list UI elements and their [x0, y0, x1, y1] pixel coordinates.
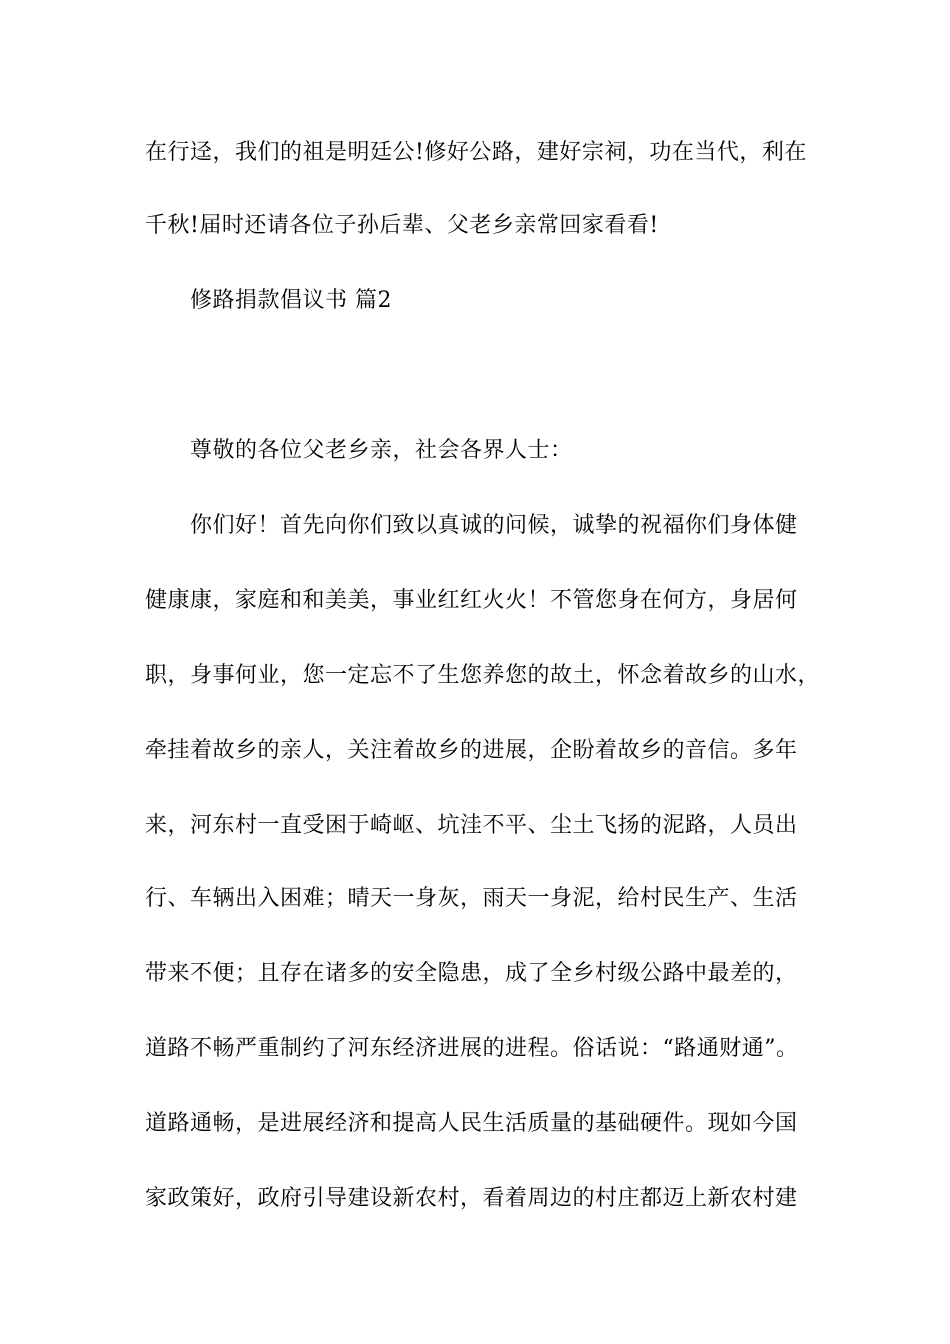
text-line: 健康康，家庭和和美美，事业红红火火！不管您身在何方，身居何	[145, 588, 798, 613]
text-line: 道路不畅严重制约了河东经济进展的进程。俗话说：“路通财通”。	[145, 1036, 799, 1061]
text-line: 道路通畅，是进展经济和提高人民生活质量的基础硬件。现如今国	[145, 1111, 798, 1136]
text-line: 职，身事何业，您一定忘不了生您养您的故土，怀念着故乡的山水，	[145, 663, 821, 688]
text-line: 你们好！首先向你们致以真诚的问候，诚挚的祝福你们身体健	[190, 513, 798, 538]
text-line: 家政策好，政府引导建设新农村，看着周边的村庄都迈上新农村建	[145, 1186, 798, 1211]
section-heading: 修路捐款倡议书 篇2	[190, 288, 392, 313]
text-line: 来，河东村一直受困于崎岖、坑洼不平、尘土飞扬的泥路，人员出	[145, 813, 798, 838]
text-line: 行、车辆出入困难；晴天一身灰，雨天一身泥，给村民生产、生活	[145, 886, 798, 911]
salutation: 尊敬的各位父老乡亲，社会各界人士：	[190, 438, 573, 463]
text-line: 千秋!届时还请各位子孙后辈、父老乡亲常回家看看!	[145, 213, 659, 238]
text-line: 带来不便；且存在诸多的安全隐患，成了全乡村级公路中最差的，	[145, 961, 798, 986]
text-line: 牵挂着故乡的亲人，关注着故乡的进展，企盼着故乡的音信。多年	[145, 738, 798, 763]
text-line: 在行迳，我们的祖是明廷公!修好公路，建好宗祠，功在当代，利在	[145, 140, 807, 165]
